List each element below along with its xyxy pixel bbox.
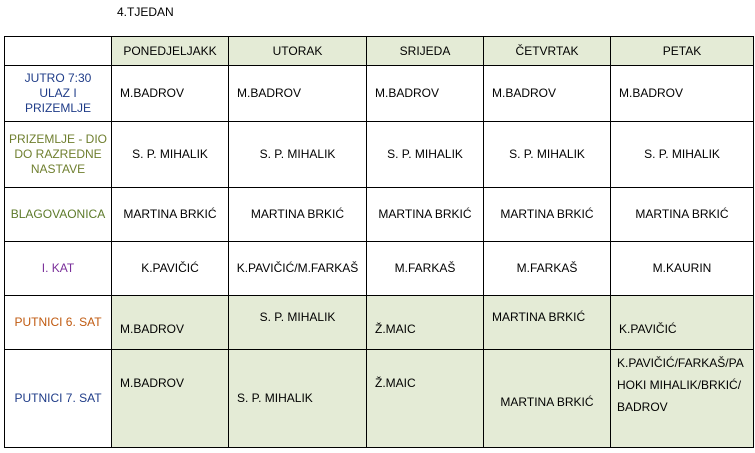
day-header: PONEDJELJAKK	[112, 37, 229, 66]
duty-schedule-table	[4, 36, 754, 448]
duty-cell: S. P. MIHALIK	[484, 122, 611, 188]
table-row	[5, 350, 754, 448]
duty-cell: MARTINA BRKIĆ	[484, 296, 611, 350]
table-row	[5, 188, 754, 242]
table-row	[5, 66, 754, 122]
duty-cell: M.BADROV	[484, 66, 611, 122]
corner-cell	[5, 37, 112, 66]
duty-cell: S. P. MIHALIK	[112, 122, 229, 188]
day-header: PETAK	[611, 37, 754, 66]
duty-cell: M.KAURIN	[611, 242, 754, 296]
duty-cell: Ž.MAIC	[367, 350, 484, 448]
duty-cell: M.FARKAŠ	[367, 242, 484, 296]
duty-cell: S. P. MIHALIK	[367, 122, 484, 188]
duty-cell: Ž.MAIC	[367, 296, 484, 350]
day-header: SRIJEDA	[367, 37, 484, 66]
table-row	[5, 122, 754, 188]
duty-cell: K.PAVIČIĆ	[112, 242, 229, 296]
duty-cell: MARTINA BRKIĆ	[484, 188, 611, 242]
duty-cell: S. P. MIHALIK	[229, 296, 367, 350]
row-label: I. KAT	[5, 242, 112, 296]
row-label: PUTNICI 7. SAT	[5, 350, 112, 448]
duty-cell: K.PAVIČIĆ/M.FARKAŠ	[229, 242, 367, 296]
duty-cell: M.BADROV	[112, 350, 229, 448]
duty-cell: MARTINA BRKIĆ	[367, 188, 484, 242]
duty-cell: MARTINA BRKIĆ	[611, 188, 754, 242]
table-row	[5, 242, 754, 296]
day-header: ČETVRTAK	[484, 37, 611, 66]
row-label: PUTNICI 6. SAT	[5, 296, 112, 350]
duty-cell: S. P. MIHALIK	[229, 350, 367, 448]
duty-cell: S. P. MIHALIK	[611, 122, 754, 188]
duty-cell: MARTINA BRKIĆ	[112, 188, 229, 242]
row-label: BLAGOVAONICA	[5, 188, 112, 242]
duty-cell: K.PAVIČIĆ	[611, 296, 754, 350]
duty-cell: MARTINA BRKIĆ	[484, 350, 611, 448]
row-label: JUTRO 7:30 ULAZ I PRIZEMLJE	[5, 66, 112, 122]
header-row	[5, 37, 754, 66]
duty-cell: S. P. MIHALIK	[229, 122, 367, 188]
day-header: UTORAK	[229, 37, 367, 66]
duty-cell: M.FARKAŠ	[484, 242, 611, 296]
row-label: PRIZEMLJE - DIO DO RAZREDNE NASTAVE	[5, 122, 112, 188]
duty-cell: M.BADROV	[611, 66, 754, 122]
document-title: 4.TJEDAN	[117, 5, 174, 19]
duty-cell: M.BADROV	[367, 66, 484, 122]
duty-cell: M.BADROV	[229, 66, 367, 122]
duty-cell: M.BADROV	[112, 66, 229, 122]
duty-cell: M.BADROV	[112, 296, 229, 350]
duty-cell: K.PAVIČIĆ/FARKAŠ/PAHOKI MIHALIK/BRKIĆ/BADROV	[611, 350, 754, 448]
table-row	[5, 296, 754, 350]
duty-cell: MARTINA BRKIĆ	[229, 188, 367, 242]
